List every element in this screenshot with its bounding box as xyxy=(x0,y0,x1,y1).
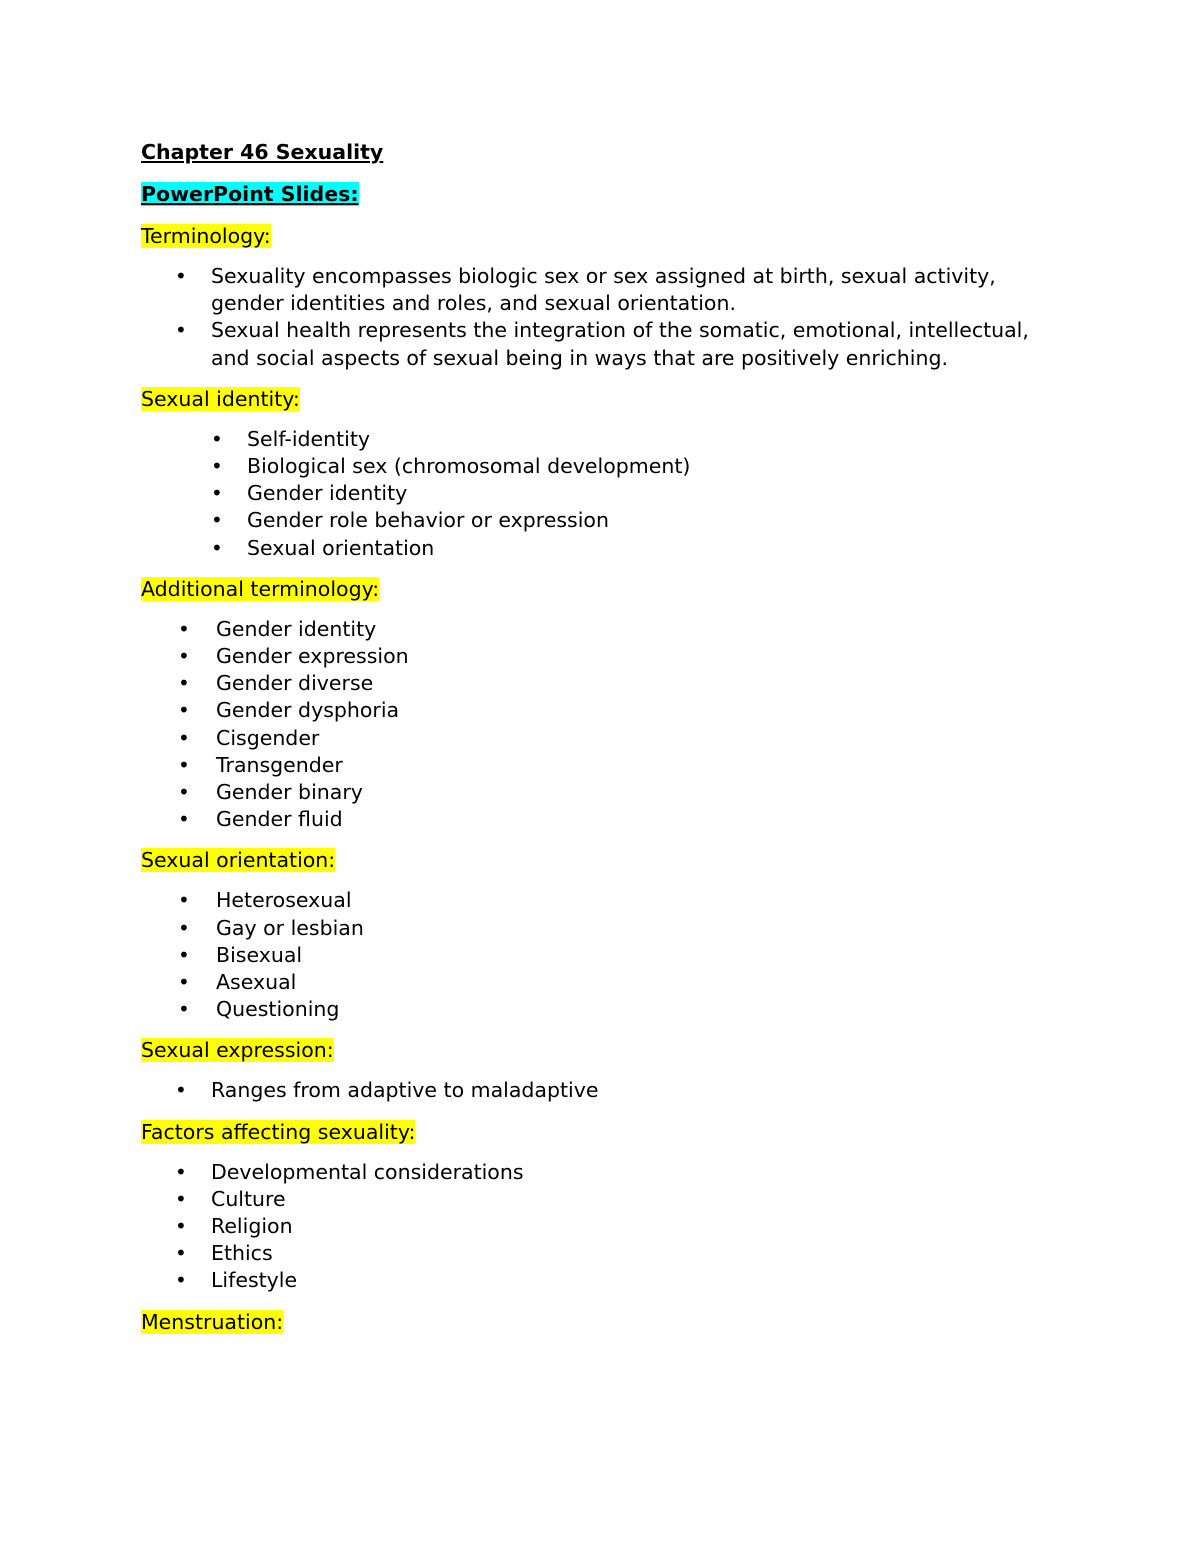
bullet-icon: • xyxy=(178,752,190,777)
list-item xyxy=(178,697,1061,724)
list-item xyxy=(178,806,1061,833)
bullet-list-sexual-orientation xyxy=(141,887,1061,1023)
bullet-icon: • xyxy=(175,1241,187,1266)
section-heading-factors-affecting-sexuality xyxy=(141,1117,1061,1147)
list-item-text: Developmental considerations xyxy=(211,1159,524,1184)
bullet-icon: • xyxy=(211,454,223,479)
section-heading-text: Sexual identity: xyxy=(141,386,300,411)
list-item-text: Gender expression xyxy=(216,644,409,669)
section-heading-additional-terminology xyxy=(141,574,1061,604)
list-item xyxy=(178,887,1061,914)
bullet-list-sexual-identity xyxy=(141,426,1061,562)
list-item-text: Cisgender xyxy=(216,725,320,750)
list-item-text: Gay or lesbian xyxy=(216,915,364,940)
bullet-icon: • xyxy=(211,508,223,533)
bullet-icon: • xyxy=(175,1078,187,1103)
list-item-text: Gender diverse xyxy=(216,671,374,696)
list-item-text: Ethics xyxy=(211,1241,273,1266)
list-item-text: Religion xyxy=(211,1214,293,1239)
list-item-text: Biological sex (chromosomal development) xyxy=(247,454,691,479)
list-item-text: Ranges from adaptive to maladaptive xyxy=(211,1078,599,1103)
list-item xyxy=(211,426,1061,453)
bullet-icon: • xyxy=(178,970,190,995)
bullet-icon: • xyxy=(175,264,187,288)
list-item xyxy=(178,670,1061,697)
section-heading-text: Additional terminology: xyxy=(141,576,380,601)
list-item xyxy=(178,779,1061,806)
section-heading-terminology xyxy=(141,221,1061,251)
list-item xyxy=(211,535,1061,562)
list-item-text: Sexuality encompasses biologic sex or sex assigned at birth, sexual activity, gender identities and roles, and sexual orientation. xyxy=(211,264,996,316)
list-item xyxy=(178,616,1061,643)
list-item xyxy=(178,643,1061,670)
list-item-text: Gender fluid xyxy=(216,807,343,832)
list-item xyxy=(175,263,1061,317)
page-subtitle xyxy=(141,179,1061,209)
list-item-text: Gender dysphoria xyxy=(216,698,400,723)
bullet-icon: • xyxy=(175,1268,187,1293)
bullet-icon: • xyxy=(178,915,190,940)
list-item-text: Questioning xyxy=(216,997,340,1022)
bullet-icon: • xyxy=(178,671,190,696)
bullet-list-additional-terminology xyxy=(141,616,1061,834)
list-item xyxy=(175,1213,1061,1240)
section-heading-sexual-orientation xyxy=(141,845,1061,875)
bullet-list-sexual-expression xyxy=(141,1077,1061,1104)
list-item xyxy=(175,1186,1061,1213)
bullet-icon: • xyxy=(178,725,190,750)
list-item xyxy=(178,996,1061,1023)
section-heading-sexual-identity xyxy=(141,384,1061,414)
bullet-icon: • xyxy=(211,535,223,560)
list-item-text: Gender role behavior or expression xyxy=(247,508,609,533)
bullet-icon: • xyxy=(178,698,190,723)
list-item xyxy=(178,969,1061,996)
bullet-icon: • xyxy=(175,1159,187,1184)
list-item-text: Asexual xyxy=(216,970,297,995)
list-item-text: Transgender xyxy=(216,752,343,777)
section-heading-text: Menstruation: xyxy=(141,1309,284,1334)
bullet-list-factors-affecting-sexuality xyxy=(141,1159,1061,1295)
bullet-icon: • xyxy=(175,1186,187,1211)
bullet-icon: • xyxy=(178,807,190,832)
list-item xyxy=(178,752,1061,779)
list-item-text: Self-identity xyxy=(247,426,371,451)
list-item xyxy=(178,725,1061,752)
bullet-icon: • xyxy=(178,644,190,669)
subtitle-text: PowerPoint Slides: xyxy=(141,182,359,206)
bullet-icon: • xyxy=(178,942,190,967)
bullet-icon: • xyxy=(178,997,190,1022)
list-item xyxy=(178,942,1061,969)
list-item xyxy=(175,1240,1061,1267)
bullet-icon: • xyxy=(178,616,190,641)
bullet-icon: • xyxy=(175,318,187,343)
list-item xyxy=(175,1267,1061,1294)
list-item xyxy=(178,915,1061,942)
page-title: Chapter 46 Sexuality xyxy=(141,140,384,164)
section-heading-menstruation xyxy=(141,1307,1061,1337)
bullet-icon: • xyxy=(178,888,190,913)
bullet-icon: • xyxy=(178,780,190,805)
list-item-text: Sexual orientation xyxy=(247,535,435,560)
section-heading-sexual-expression xyxy=(141,1035,1061,1065)
list-item-text: Gender identity xyxy=(247,481,408,506)
section-heading-text: Sexual expression: xyxy=(141,1038,334,1063)
list-item-text: Gender identity xyxy=(216,616,377,641)
list-item xyxy=(211,453,1061,480)
list-item xyxy=(175,317,1061,371)
section-heading-text: Sexual orientation: xyxy=(141,848,336,873)
list-item-text: Bisexual xyxy=(216,942,303,967)
list-item xyxy=(175,1077,1061,1104)
list-item xyxy=(211,480,1061,507)
list-item-text: Lifestyle xyxy=(211,1268,298,1293)
list-item-text: Gender binary xyxy=(216,780,363,805)
bullet-list-terminology xyxy=(141,263,1061,372)
list-item xyxy=(175,1159,1061,1186)
section-heading-text: Factors affecting sexuality: xyxy=(141,1119,416,1144)
document-page xyxy=(141,137,1061,1337)
list-item-text: Heterosexual xyxy=(216,888,352,913)
section-heading-text: Terminology: xyxy=(141,224,271,248)
bullet-icon: • xyxy=(211,481,223,506)
list-item-text: Culture xyxy=(211,1186,286,1211)
bullet-icon: • xyxy=(175,1214,187,1239)
list-item-text: Sexual health represents the integration of the somatic, emotional, intellectual, and social aspects of sexual being in ways that are positively enriching. xyxy=(211,318,1029,370)
bullet-icon: • xyxy=(211,426,223,451)
list-item xyxy=(211,507,1061,534)
